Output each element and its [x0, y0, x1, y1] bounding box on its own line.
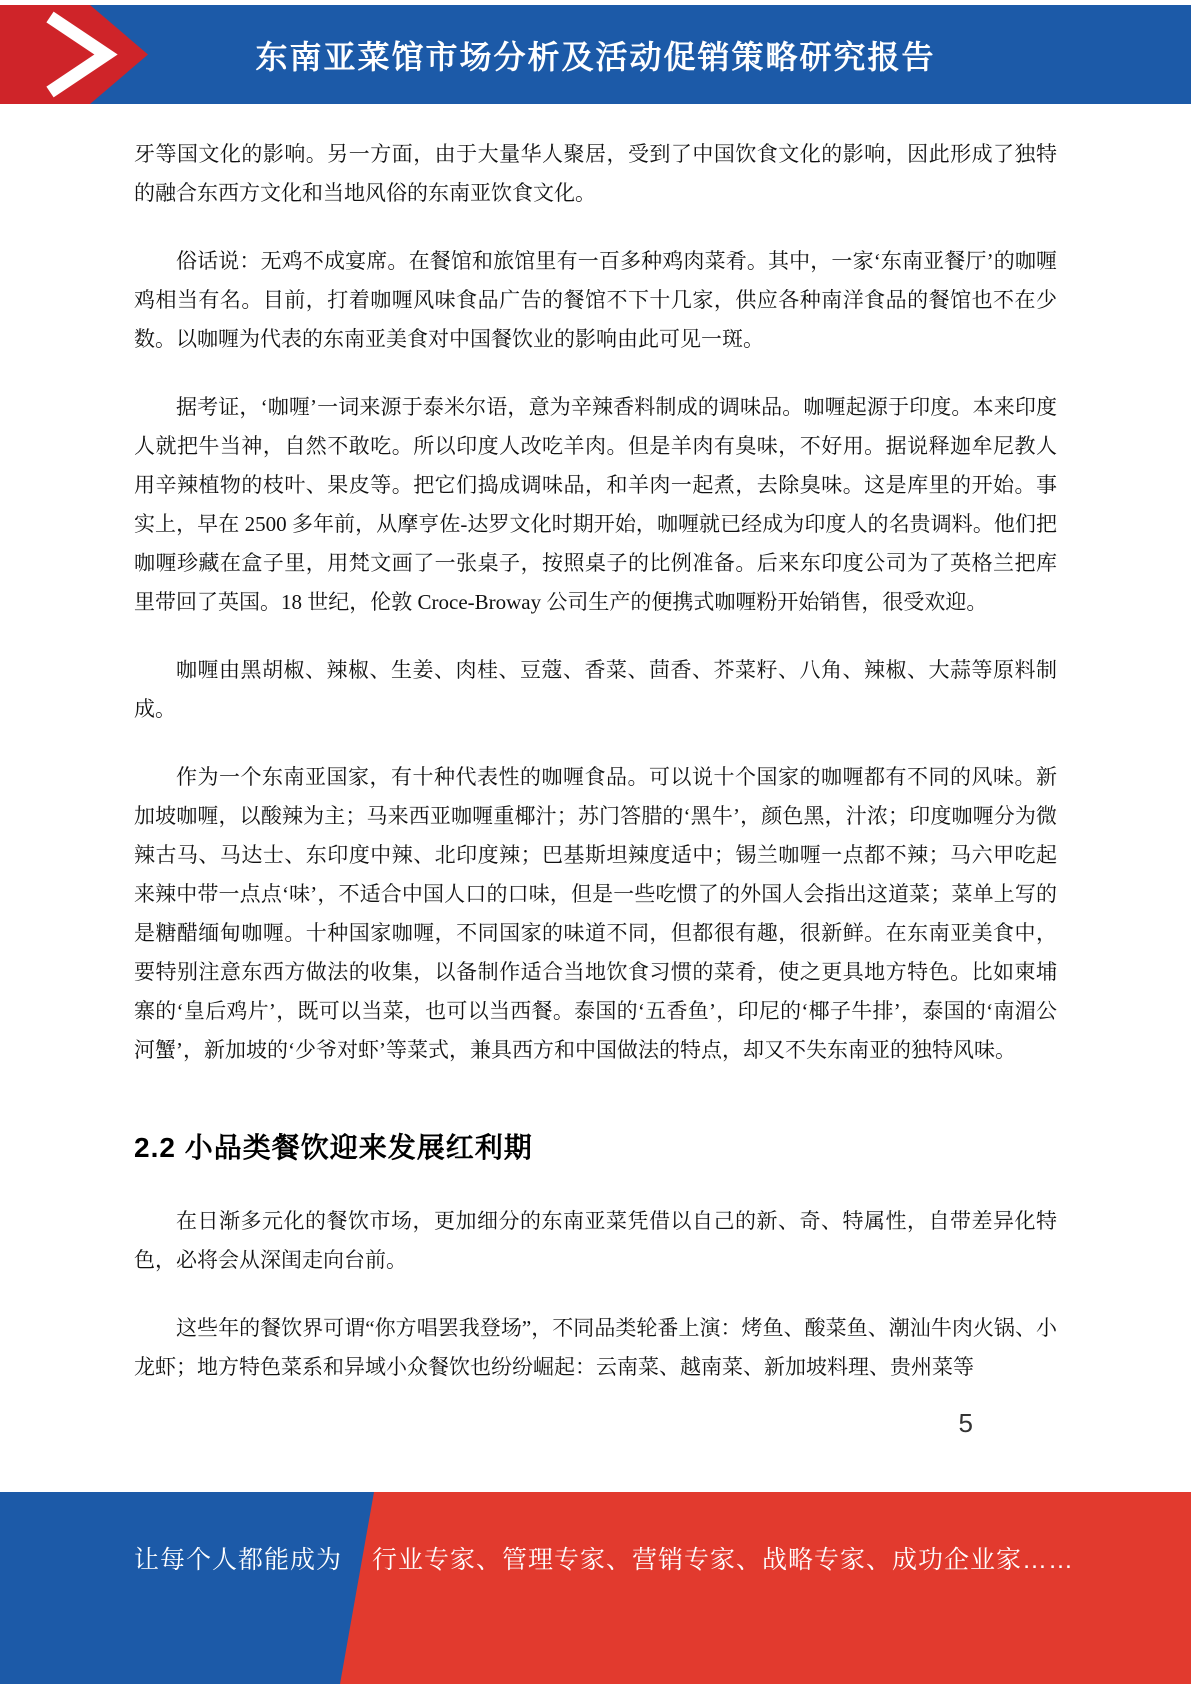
page-body — [0, 104, 1191, 1416]
paragraph: 俗话说：无鸡不成宴席。在餐馆和旅馆里有一百多种鸡肉菜肴。其中，一家‘东南亚餐厅’的咖喱鸡相当有名。目前，打着咖喱风味食品广告的餐馆不下十几家，供应各种南洋食品的餐馆也不在少数。以咖喱为代表的东南亚美食对中国餐饮业的影响由此可见一斑。 — [134, 249, 1057, 351]
paragraph: 这些年的餐饮界可谓“你方唱罢我登场”，不同品类轮番上演：烤鱼、酸菜鱼、潮汕牛肉火锅、小龙虾；地方特色菜系和异域小众餐饮也纷纷崛起：云南菜、越南菜、新加坡料理、贵州菜等 — [134, 1316, 1057, 1379]
report-title: 东南亚菜馆市场分析及活动促销策略研究报告 — [255, 38, 936, 75]
paragraph: 咖喱由黑胡椒、辣椒、生姜、肉桂、豆蔻、香菜、茴香、芥菜籽、八角、辣椒、大蒜等原料制成。 — [134, 658, 1057, 721]
paragraph: 在日渐多元化的餐饮市场，更加细分的东南亚菜凭借以自己的新、奇、特属性，自带差异化特色，必将会从深闺走向台前。 — [134, 1209, 1057, 1272]
header-banner — [0, 5, 1191, 104]
paragraph: 作为一个东南亚国家，有十种代表性的咖喱食品。可以说十个国家的咖喱都有不同的风味。新加坡咖喱，以酸辣为主；马来西亚咖喱重椰汁；苏门答腊的‘黑牛’，颜色黑，汁浓；印度咖喱分为微辣古马、马达士、东印度中辣、北印度辣；巴基斯坦辣度适中；锡兰咖喱一点都不辣；马六甲吃起来辣中带一点点‘味’，不适合中国人口的口味，但是一些吃惯了的外国人会指出这道菜；菜单上写的是糖醋缅甸咖喱。十种国家咖喱，不同国家的味道不同，但都很有趣，很新鲜。在东南亚美食中，要特别注意东西方做法的收集，以备制作适合当地饮食习惯的菜肴，使之更具地方特色。比如柬埔寨的‘皇后鸡片’，既可以当菜，也可以当西餐。泰国的‘五香鱼’，印尼的‘椰子牛排’，泰国的‘南湄公河蟹’，新加坡的‘少爷对虾’等菜式，兼具西方和中国做法的特点，却又不失东南亚的独特风味。 — [134, 765, 1057, 1062]
page-number: 5 — [958, 1408, 973, 1438]
red-arrow-icon — [0, 5, 150, 104]
paragraph: 据考证，‘咖喱’一词来源于泰米尔语，意为辛辣香料制成的调味品。咖喱起源于印度。本来印度人就把牛当神，自然不敢吃。所以印度人改吃羊肉。但是羊肉有臭味，不好用。据说释迦牟尼教人用辛辣植物的枝叶、果皮等。把它们捣成调味品，和羊肉一起煮，去除臭味。这是库里的开始。事实上，早在 2500 多年前，从摩亨佐-达罗文化时期开始，咖喱就已经成为印度人的名贵调料。他们把咖喱珍藏在盒子里，用梵文画了一张桌子，按照桌子的比例准备。后来东印度公司为了英格兰把库里带回了英国。18 世纪，伦敦 Croce-Broway 公司生产的便携式咖喱粉开始销售，很受欢迎。 — [134, 395, 1057, 614]
footer-slogan-left: 让每个人都能成为 — [134, 1546, 343, 1574]
paragraph-continued: 牙等国文化的影响。另一方面，由于大量华人聚居，受到了中国饮食文化的影响，因此形成了独特的融合东西方文化和当地风俗的东南亚饮食文化。 — [134, 142, 1057, 205]
footer-slogan-right: 行业专家、管理专家、营销专家、战略专家、成功企业家…… — [372, 1546, 1075, 1574]
page-footer — [0, 1492, 1191, 1684]
footer-red-band — [340, 1492, 1191, 1684]
section-heading-2-2: 2.2 小品类餐饮迎来发展红利期 — [134, 1132, 533, 1163]
